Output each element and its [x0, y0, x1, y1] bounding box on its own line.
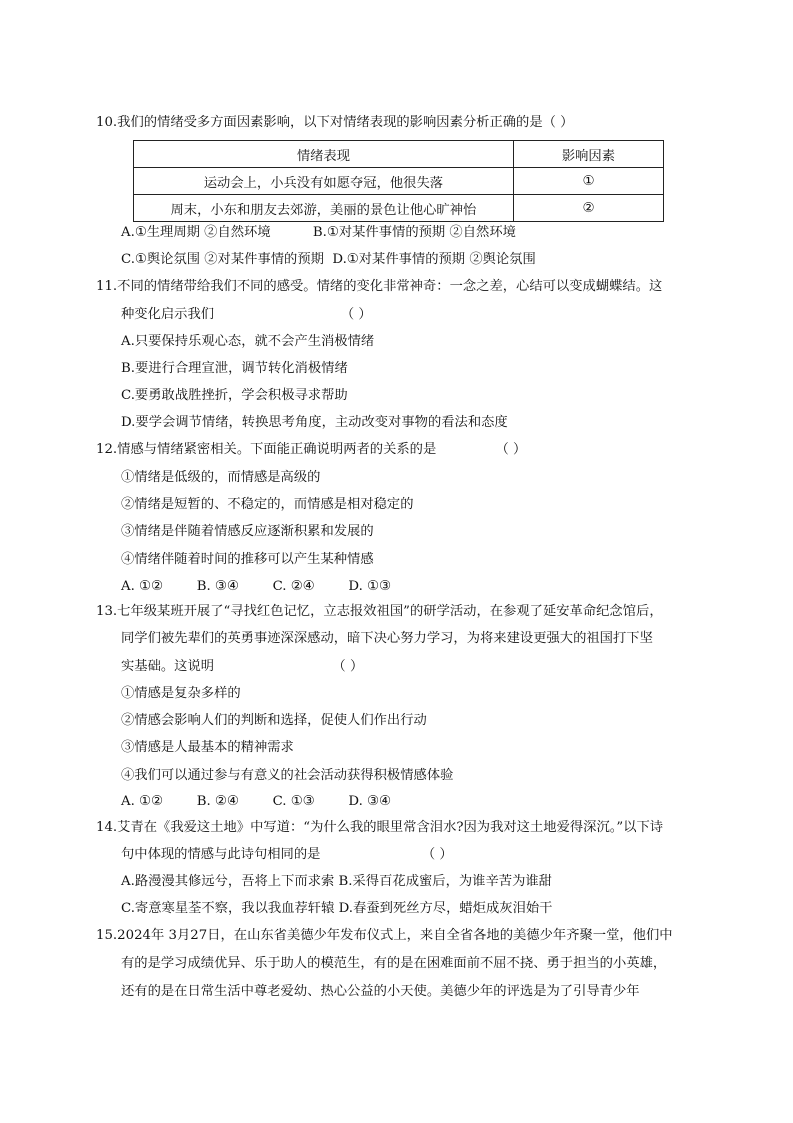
q11-stem-line2: 种变化启示我们 （ ） — [121, 307, 372, 322]
q10-stem: 10.我们的情绪受多方面因素影响，以下对情绪表现的影响因素分析正确的是（ ） — [96, 115, 574, 130]
q14-stem-line2: 句中体现的情感与此诗句相同的是 （ ） — [121, 847, 453, 862]
q11-stem-line1: 11.不同的情绪带给我们不同的感受。情绪的变化非常神奇：一念之差，心结可以变成蝴蝶结。这 — [96, 279, 663, 294]
q15-line2: 有的是学习成绩优异、乐于助人的模范生，有的是在困难面前不屈不挠、勇于担当的小英雄， — [121, 956, 667, 971]
table-header-row — [134, 141, 664, 168]
q12-statement-3: ③情绪是伴随着情感反应逐渐积累和发展的 — [121, 524, 374, 539]
q12-statement-2: ②情绪是短暂的、不稳定的，而情感是相对稳定的 — [121, 497, 414, 512]
q12-statement-1: ①情绪是低级的，而情感是高级的 — [121, 470, 321, 485]
q14-options-ab: A.路漫漫其修远兮，吾将上下而求索 B.采得百花成蜜后，为谁辛苦为谁甜 — [121, 874, 552, 889]
table-row — [134, 168, 664, 195]
table-row — [134, 195, 664, 222]
table-cell: ② — [513, 195, 663, 222]
q13-stem-line3: 实基础。这说明 （ ） — [121, 659, 364, 674]
table-cell: 运动会上，小兵没有如愿夺冠，他很失落 — [134, 168, 514, 195]
q14-stem-line1: 14.艾青在《我爱这土地》中写道：“为什么我的眼里常含泪水?因为我对这土地爱得深沉。”以下诗 — [96, 820, 664, 835]
q10-options-cd: C.①舆论氛围 ②对某件事情的预期 D.①对某件事情的预期 ②舆论氛围 — [121, 252, 536, 267]
q11-option-c: C.要勇敢战胜挫折，学会积极寻求帮助 — [121, 388, 348, 403]
q10-options-ab: A.①生理周期 ②自然环境 B.①对某件事情的预期 ②自然环境 — [121, 225, 516, 240]
q13-statement-4: ④我们可以通过参与有意义的社会活动获得积极情感体验 — [121, 768, 454, 783]
q14-options-cd: C.寄意寒星荃不察，我以我血荐轩辕 D.春蚕到死丝方尽，蜡炬成灰泪始干 — [121, 901, 553, 916]
table-header-cell: 影响因素 — [513, 141, 663, 168]
q13-stem-line1: 13.七年级某班开展了“寻找红色记忆，立志报效祖国”的研学活动，在参观了延安革命纪念馆后， — [96, 604, 663, 619]
table-cell: ① — [513, 168, 663, 195]
q13-options: A. ①② B. ②④ C. ①③ D. ③④ — [121, 794, 391, 809]
q13-statement-2: ②情感会影响人们的判断和选择，促使人们作出行动 — [121, 713, 427, 728]
q13-statement-1: ①情感是复杂多样的 — [121, 686, 241, 701]
q15-line1: 15.2024年 3月27日，在山东省美德少年发布仪式上，来自全省各地的美德少年齐聚一堂，他们中 — [96, 928, 673, 943]
q13-stem-line2: 同学们被先辈们的英勇事迹深深感动，暗下决心努力学习，为将来建设更强大的祖国打下坚 — [121, 631, 653, 646]
q11-option-a: A.只要保持乐观心态，就不会产生消极情绪 — [121, 334, 375, 349]
table-header-cell: 情绪表现 — [134, 141, 514, 168]
q10-table — [133, 140, 664, 222]
q12-statement-4: ④情绪伴随着时间的推移可以产生某种情感 — [121, 552, 374, 567]
table-cell: 周末，小东和朋友去郊游，美丽的景色让他心旷神怡 — [134, 195, 514, 222]
q11-option-b: B.要进行合理宣泄，调节转化消极情绪 — [121, 361, 348, 376]
q12-stem: 12.情感与情绪紧密相关。下面能正确说明两者的关系的是 （ ） — [96, 442, 527, 457]
q15-line3: 还有的是在日常生活中尊老爱幼、热心公益的小天使。美德少年的评选是为了引导青少年 — [121, 984, 640, 999]
q13-statement-3: ③情感是人最基本的精神需求 — [121, 740, 294, 755]
q11-option-d: D.要学会调节情绪，转换思考角度，主动改变对事物的看法和态度 — [121, 415, 508, 430]
q12-options: A. ①② B. ③④ C. ②④ D. ①③ — [121, 579, 391, 594]
